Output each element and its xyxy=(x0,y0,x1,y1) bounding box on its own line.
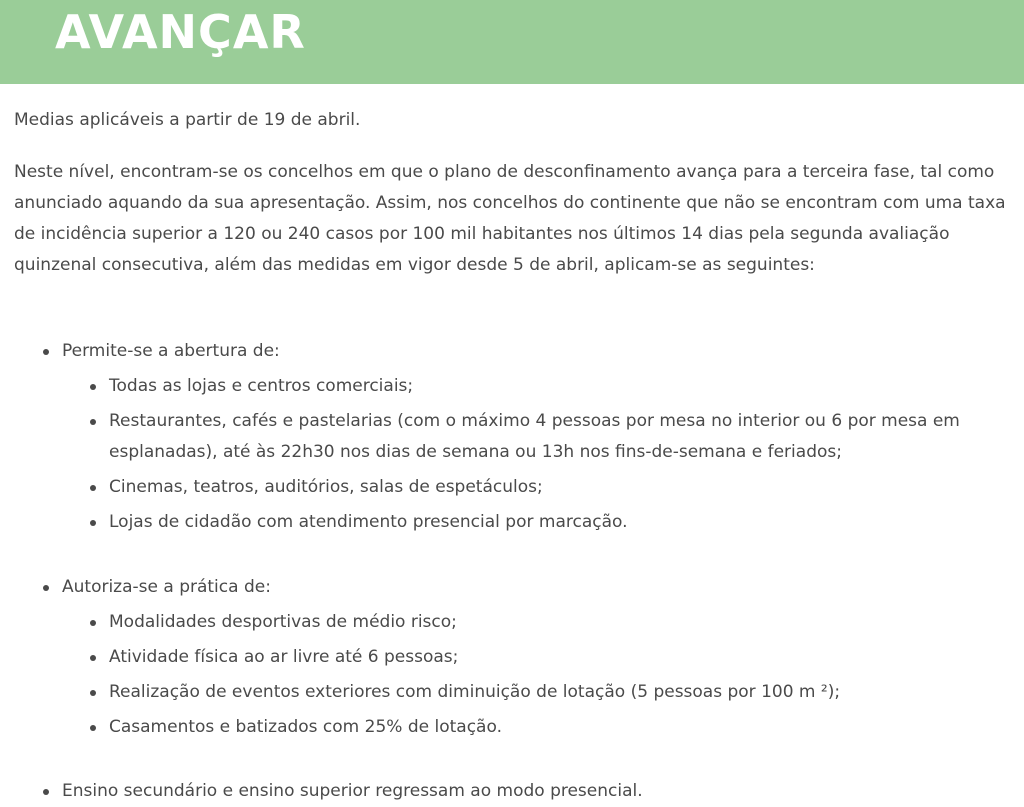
bullet-icon xyxy=(43,349,49,355)
intro-text: Medias aplicáveis a partir de 19 de abril. xyxy=(14,110,361,130)
bullet-icon xyxy=(90,485,96,491)
list-item xyxy=(14,572,1020,743)
list-item xyxy=(14,336,1020,538)
sublist xyxy=(62,371,1020,538)
sublist-item xyxy=(62,472,1020,503)
measures-list xyxy=(14,336,1020,807)
bullet-icon xyxy=(43,585,49,591)
sublist-item-text: Atividade física ao ar livre até 6 pessoas; xyxy=(109,647,459,667)
sublist-item-text: Restaurantes, cafés e pastelarias (com o máximo 4 pessoas por mesa no interior ou 6 por mesa em esplanadas), até às 22h30 nos dias de semana ou 13h nos fins-de-semana e feriados; xyxy=(109,411,960,462)
bullet-icon xyxy=(90,419,96,425)
header-banner xyxy=(0,0,1024,84)
bullet-icon xyxy=(90,725,96,731)
sublist-item-text: Cinemas, teatros, auditórios, salas de espetáculos; xyxy=(109,477,543,497)
sublist-item-text: Casamentos e batizados com 25% de lotação. xyxy=(109,717,502,737)
list-item xyxy=(14,776,1020,807)
sublist-item-text: Modalidades desportivas de médio risco; xyxy=(109,612,457,632)
bullet-icon xyxy=(90,384,96,390)
bullet-icon xyxy=(90,620,96,626)
article-content xyxy=(14,105,1020,807)
list-item-label: Ensino secundário e ensino superior regressam ao modo presencial. xyxy=(62,781,643,801)
list-item-label: Permite-se a abertura de: xyxy=(62,341,280,361)
sublist-item xyxy=(62,371,1020,402)
sublist-item-text: Realização de eventos exteriores com diminuição de lotação (5 pessoas por 100 m ²); xyxy=(109,682,841,702)
list-item-label: Autoriza-se a prática de: xyxy=(62,577,271,597)
description-paragraph: Neste nível, encontram-se os concelhos em que o plano de desconfinamento avança para a terceira fase, tal como anunciado aquando da sua apresentação. Assim, nos concelhos do continente que não se encontram com uma taxa de incidência superior a 120 ou 240 casos por 100 mil habitantes nos últimos 14 dias pela segunda avaliação quinzenal consecutiva, além das medidas em vigor desde 5 de abril, aplicam-se as seguintes: xyxy=(14,162,1006,275)
sublist-item xyxy=(62,607,1020,638)
sublist-item xyxy=(62,406,1020,468)
bullet-icon xyxy=(90,520,96,526)
bullet-icon xyxy=(43,789,49,795)
bullet-icon xyxy=(90,690,96,696)
sublist xyxy=(62,607,1020,743)
bullet-icon xyxy=(90,655,96,661)
sublist-item xyxy=(62,642,1020,673)
sublist-item xyxy=(62,712,1020,743)
page-title: AVANÇAR xyxy=(55,5,306,59)
sublist-item xyxy=(62,677,1020,708)
sublist-item-text: Lojas de cidadão com atendimento presencial por marcação. xyxy=(109,512,628,532)
sublist-item-text: Todas as lojas e centros comerciais; xyxy=(109,376,414,396)
sublist-item xyxy=(62,507,1020,538)
